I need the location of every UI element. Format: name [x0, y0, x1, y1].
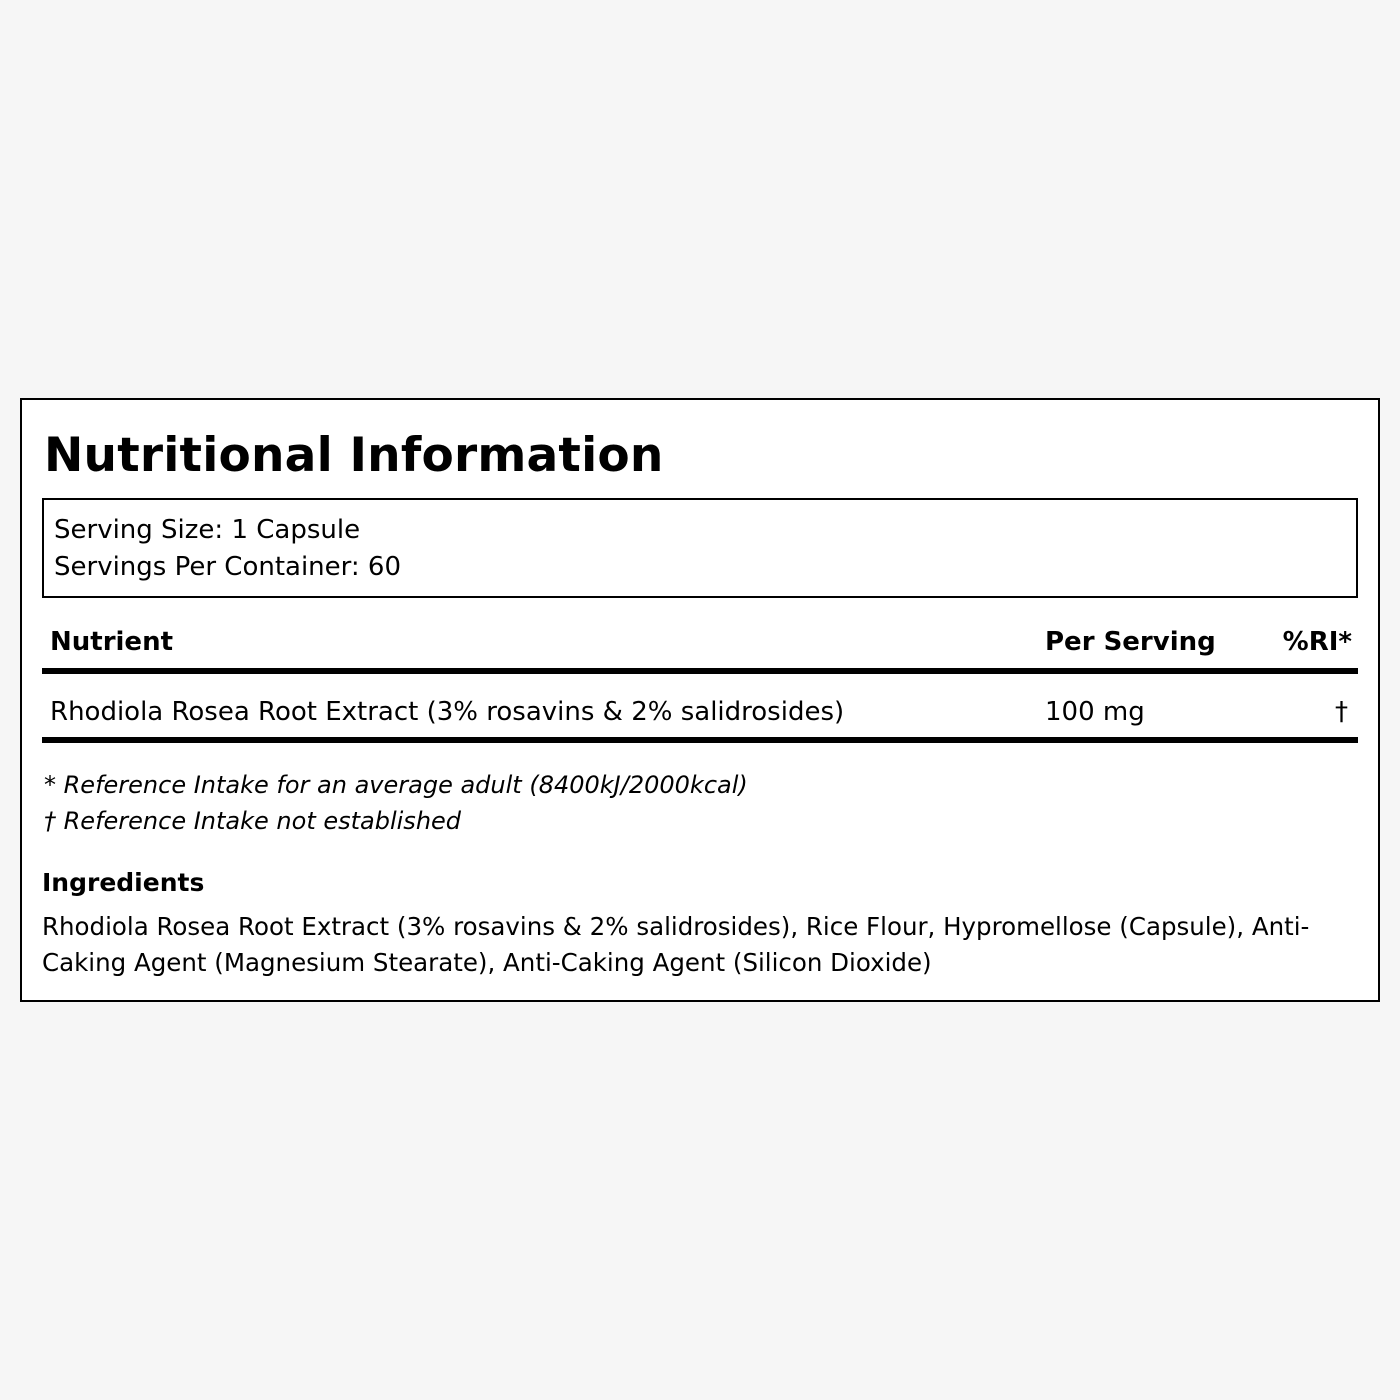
serving-info-box: [42, 498, 1358, 598]
row-nutrient-name: Rhodiola Rosea Root Extract (3% rosavins & 2% salidrosides): [50, 697, 845, 727]
servings-per-container: Servings Per Container: 60: [54, 552, 402, 582]
serving-size: Serving Size: 1 Capsule: [54, 515, 361, 545]
footnote-dagger: † Reference Intake not established: [44, 807, 462, 835]
header-divider: [42, 668, 1358, 674]
label-title: Nutritional Information: [44, 428, 664, 483]
footnote-ri: * Reference Intake for an average adult (8400kJ/2000kcal): [44, 771, 748, 799]
table-bottom-divider: [42, 737, 1358, 743]
header-nutrient: Nutrient: [50, 627, 174, 657]
header-ri: %RI*: [1282, 627, 1352, 657]
nutrition-label: [20, 398, 1380, 1002]
row-per-serving: 100 mg: [1045, 697, 1145, 727]
ingredients-heading: Ingredients: [42, 868, 205, 897]
ingredients-text: Rhodiola Rosea Root Extract (3% rosavins & 2% salidrosides), Rice Flour, Hypromellose (Capsule), Anti-Caking Agent (Magnesium Stearate), Anti-Caking Agent (Silicon Dioxide): [42, 912, 1310, 977]
row-ri: †: [1335, 697, 1348, 727]
header-per-serving: Per Serving: [1045, 627, 1216, 657]
